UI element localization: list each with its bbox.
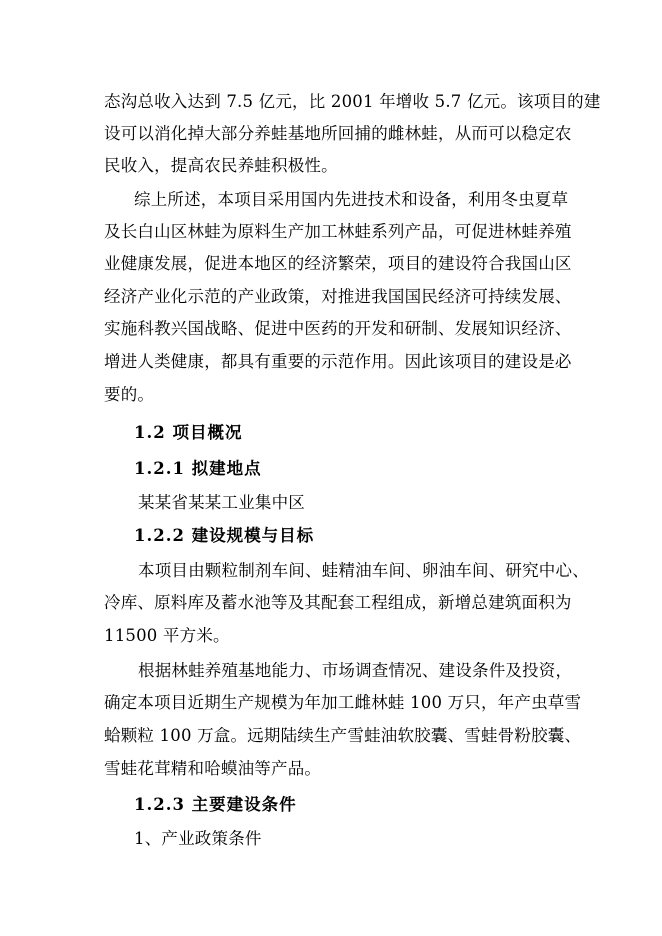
text-line: 某某省某某工业集中区 [138, 493, 305, 512]
text-line: 11500 平方米。 [104, 626, 230, 645]
text-line: 设可以消化掉大部分养蛙基地所回捕的雌林蛙，从而可以稳定农 [104, 124, 572, 143]
text-line: 实施科教兴国战略、促进中医药的开发和研制、发展知识经济、 [104, 319, 572, 338]
list-item: 1、产业政策条件 [134, 829, 262, 848]
text-line: 冷库、原料库及蓄水池等及其配套工程组成，新增总建筑面积为 [104, 593, 572, 612]
subsection-heading: 1.2.1 拟建地点 [134, 459, 262, 478]
text-line: 民收入，提高农民养蛙积极性。 [104, 156, 338, 175]
text-line: 本项目由颗粒制剂车间、蛙精油车间、卵油车间、研究中心、 [138, 561, 589, 580]
subsection-heading: 1.2.2 建设规模与目标 [134, 526, 315, 545]
text-line: 态沟总收入达到 7.5 亿元，比 2001 年增收 5.7 亿元。该项目的建 [104, 92, 601, 111]
text-line: 经济产业化示范的产业政策，对推进我国国民经济可持续发展、 [104, 287, 572, 306]
text-line: 确定本项目近期生产规模为年加工雌林蛙 100 万只，年产虫草雪 [104, 693, 582, 712]
text-line: 综上所述，本项目采用国内先进技术和设备，利用冬虫夏草 [134, 190, 569, 209]
section-heading: 1.2 项目概况 [134, 423, 243, 442]
subsection-heading: 1.2.3 主要建设条件 [134, 795, 297, 814]
text-line: 蛤颗粒 100 万盒。远期陆续生产雪蛙油软胶囊、雪蛙骨粉胶囊、 [104, 726, 582, 745]
text-line: 雪蛙花茸精和哈蟆油等产品。 [104, 759, 322, 778]
text-line: 要的。 [104, 385, 155, 404]
text-line: 业健康发展，促进本地区的经济繁荣，项目的建设符合我国山区 [104, 254, 572, 273]
text-line: 及长白山区林蛙为原料生产加工林蛙系列产品，可促进林蛙养殖 [104, 222, 572, 241]
text-line: 增进人类健康，都具有重要的示范作用。因此该项目的建设是必 [104, 352, 572, 371]
text-line: 根据林蛙养殖基地能力、市场调查情况、建设条件及投资， [138, 661, 573, 680]
